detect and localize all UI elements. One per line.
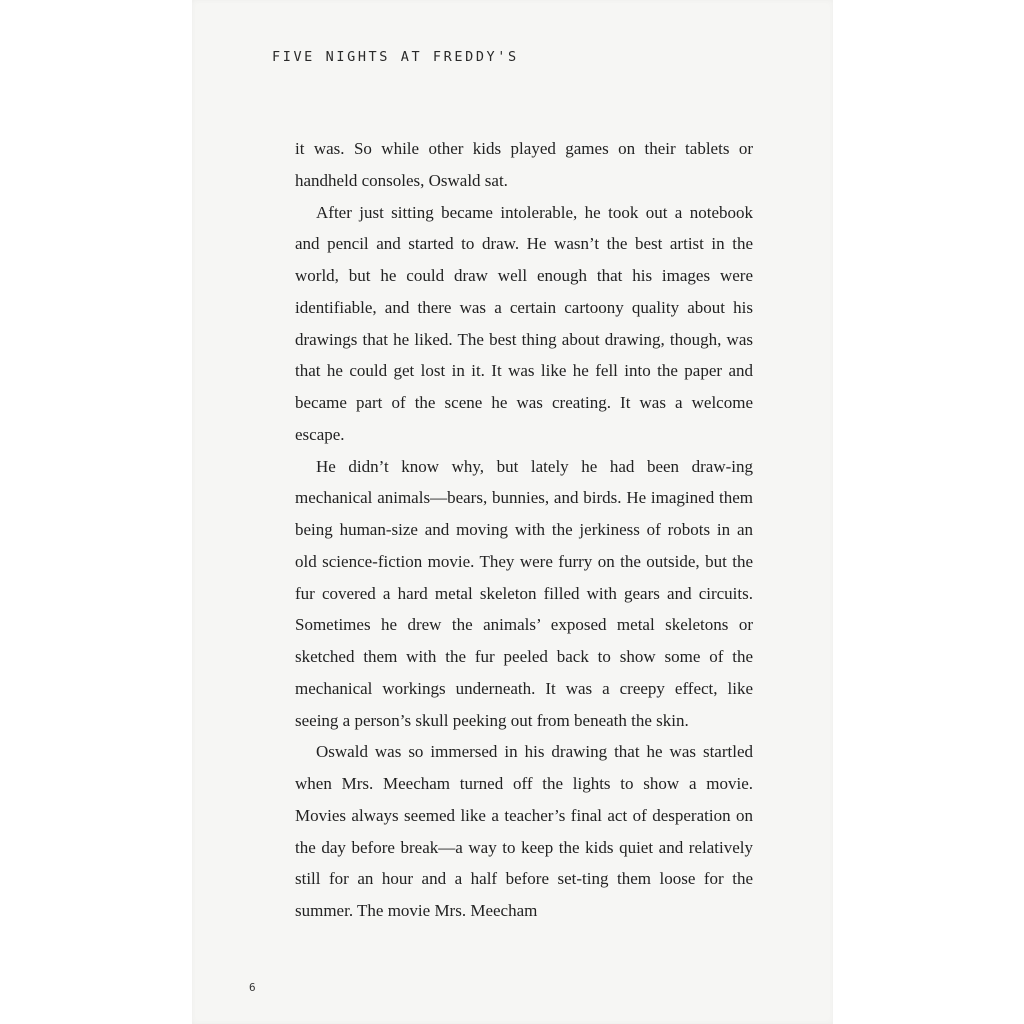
paragraph: He didn’t know why, but lately he had been draw-ing mechanical animals—bears, bunnies, and birds. He imagined them being human-size and moving with the jerkiness of robots in an old science-fiction movie. They were furry on the outside, but the fur covered a hard metal skeleton filled with gears and circuits. Sometimes he drew the animals’ exposed metal skeletons or sketched them with the fur peeled back to show some of the mechanical workings underneath. It was a creepy effect, like seeing a person’s skull peeking out from beneath the skin.: [295, 456, 753, 730]
running-head: FIVE NIGHTS AT FREDDY'S: [272, 49, 519, 65]
paragraph: Oswald was so immersed in his drawing that he was startled when Mrs. Meecham turned off the lights to show a movie. Movies always seemed like a teacher’s final act of desperation on the day before break—a way to keep the kids quiet and relatively still for an hour and a half before set-ting them loose for the summer. The movie Mrs. Meecham: [295, 742, 753, 920]
page-number: 6: [249, 981, 256, 994]
paragraph: After just sitting became intolerable, he took out a notebook and pencil and started to draw. He wasn’t the best artist in the world, but he could draw well enough that his images were identifiable, and there was a certain cartoony quality about his drawings that he liked. The best thing about drawing, though, was that he could get lost in it. It was like he fell into the paper and became part of the scene he was creating. It was a welcome escape.: [295, 202, 753, 444]
paragraph: it was. So while other kids played games on their tablets or handheld consoles, Oswald sat.: [295, 139, 753, 190]
body-text: [295, 133, 753, 927]
